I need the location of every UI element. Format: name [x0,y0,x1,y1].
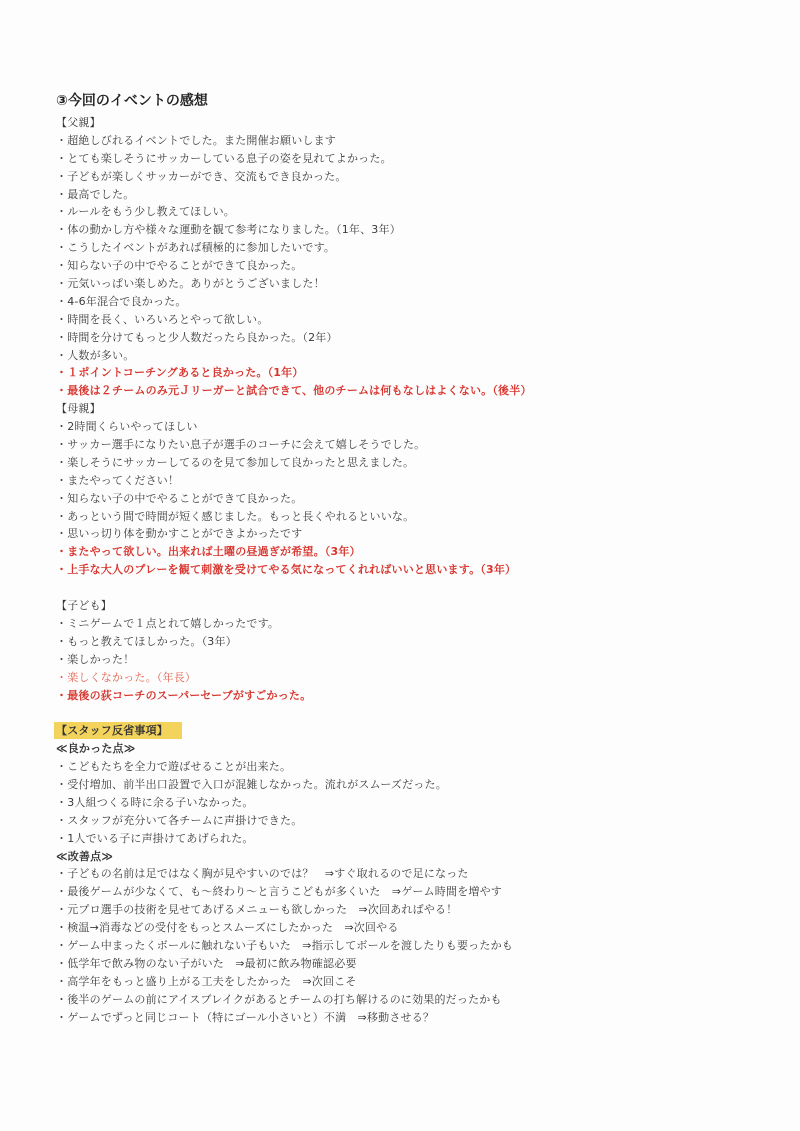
list-item-highlight: ・最後の荻コーチのスーパーセーブがすごかった。 [56,688,312,702]
list-item: ・4-6年混合で良かった。 [56,294,187,308]
father-list [56,132,756,400]
list-item: ・元気いっぱい楽しめた。ありがとうございました！ [56,277,325,291]
list-item-highlight: ・またやって欲しい。出来れば土曜の昼過ぎが希望。（3年） [56,545,361,559]
section-header-child: 【子ども】 [56,599,112,613]
list-item: ・受付増加、前半出口設置で入口が混雑しなかった。流れがスムーズだった。 [56,777,447,791]
list-item: ・ゲーム中まったくボールに触れない子もいた ⇒指示してボールを渡したりも要ったかも [56,938,513,952]
list-item: ・サッカー選手になりたい息子が選手のコーチに会えて嬉しそうでした。 [56,438,426,452]
list-item: ・高学年をもっと盛り上がる工夫をしたかった ⇒次回こそ [56,974,357,988]
good-points-list [56,758,756,847]
list-item: ・2時間くらいやってほしい [56,420,198,434]
mother-list [56,418,756,579]
list-item: ・人数が多い。 [56,348,135,362]
list-item: ・とても楽しそうにサッカーしている息子の姿を見れてよかった。 [56,151,392,165]
list-item-highlight: ・上手な大人のプレーを観て刺激を受けてやる気になってくれればいいと思います。（3年） [56,563,517,577]
list-item: ・元プロ選手の技術を見せてあげるメニューも欲しかった ⇒次回あればやる！ [56,903,458,917]
good-points-header: ≪良かった点≫ [56,742,136,756]
list-item: ・時間を長く、いろいろとやって欲しい。 [56,312,269,326]
list-item: ・こうしたイベントがあれば積極的に参加したいです。 [56,241,336,255]
list-item: ・こどもたちを全力で遊ばせることが出来た。 [56,760,292,774]
list-item: ・最高でした。 [56,187,135,201]
list-item: ・もっと教えてほしかった。（3年） [56,634,237,648]
section-header-father: 【父親】 [56,116,101,129]
list-item: ・スタッフが充分いて各チームに声掛けできた。 [56,813,303,827]
list-item: ・子どもが楽しくサッカーができ、交流もでき良かった。 [56,169,347,183]
list-item: ・時間を分けてもっと少人数だったら良かった。（2年） [56,330,338,344]
spacer [56,704,756,722]
staff-section-title-row [56,722,756,740]
list-item: ・知らない子の中でやることができて良かった。 [56,259,303,273]
list-item: ・子どもの名前は足ではなく胸が見やすいのでは？ ⇒すぐ取れるので足になった [56,867,469,881]
list-item: ・あっという間で時間が短く感じました。もっと長くやれるといいな。 [56,509,415,523]
list-item: ・またやってください！ [56,473,180,487]
list-item: ・3人組つくる時に余る子いなかった。 [56,795,254,809]
list-item: ・低学年で飲み物のない子がいた ⇒最初に飲み物確認必要 [56,956,357,970]
improvement-points-list [56,865,756,1026]
list-item: ・知らない子の中でやることができて良かった。 [56,491,303,505]
list-item-highlight: ・最後は２チームのみ元Ｊリーガーと試合できて、他のチームは何もなしはよくない。（後半） [56,384,532,398]
list-item-highlight: ・楽しくなかった。（年長） [56,670,197,684]
section-header-mother: 【母親】 [56,402,101,416]
document-content [56,90,756,1026]
list-item: ・1人でいる子に声掛けてあげられた。 [56,831,254,845]
list-item: ・体の動かし方や様々な運動を観て参考になりました。（1年、3年） [56,223,401,237]
page-title: ③今回のイベントの感想 [56,93,208,109]
list-item: ・検温→消毒などの受付をもっとスムーズにしたかった ⇒次回やる [56,921,399,935]
list-item: ・思いっ切り体を動かすことができよかったです [56,527,303,541]
list-item: ・ゲームでずっと同じコート（特にゴール小さいと）不満 ⇒移動させる？ [56,1010,435,1024]
list-item: ・超絶しびれるイベントでした。また開催お願いします [56,133,336,147]
list-item: ・ルールをもう少し教えてほしい。 [56,205,235,219]
improvement-points-header: ≪改善点≫ [56,849,114,863]
list-item: ・ミニゲームで１点とれて嬉しかったです。 [56,616,280,630]
list-item: ・楽しそうにサッカーしてるのを見て参加して良かったと思えました。 [56,455,415,469]
list-item-highlight: ・１ポイントコーチングあると良かった。（1年） [56,366,304,380]
list-item: ・最後ゲームが少なくて、も～終わり～と言うこどもが多くいた ⇒ゲーム時間を増やす [56,885,502,899]
child-list [56,615,756,704]
spacer [56,579,756,597]
staff-section-title: 【スタッフ反省事項】 [54,722,182,739]
list-item: ・後半のゲームの前にアイスブレイクがあるとチームの打ち解けるのに効果的だったかも [56,992,502,1006]
list-item: ・楽しかった！ [56,652,135,666]
